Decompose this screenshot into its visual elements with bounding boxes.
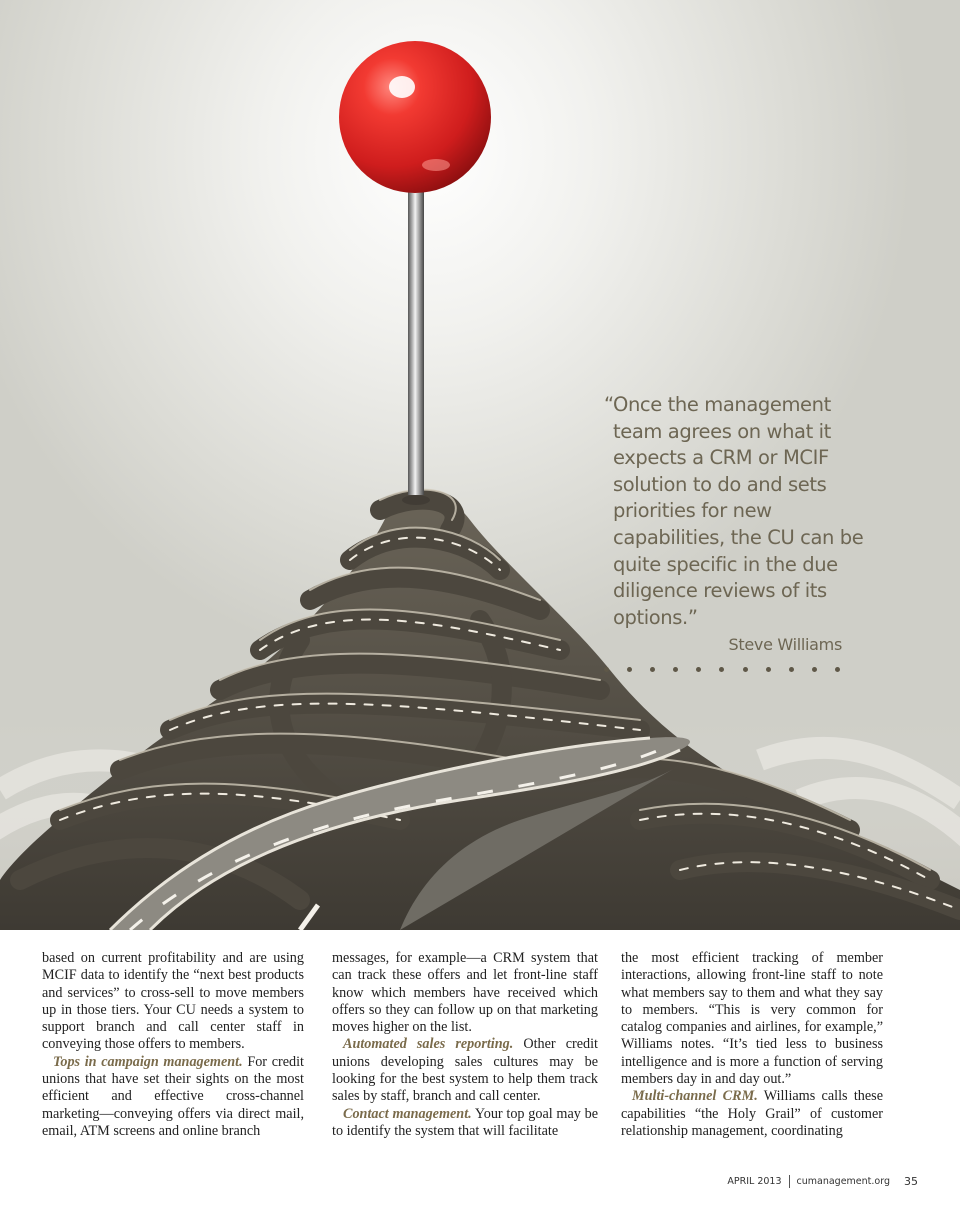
subhead-sales-reporting: Automated sales reporting. (343, 1036, 514, 1053)
footer-date: APRIL 2013 (727, 1176, 782, 1187)
pull-quote-text: “Once the management team agrees on what it expects a CRM or MCIF solution to do and sets priorities for new capabilities, the CU can be quite specific in the due diligence reviews of its options.” (604, 393, 864, 629)
subhead-multichannel-crm: Multi-channel CRM. (632, 1088, 758, 1105)
paragraph: messages, for example—a CRM system that can track these offers and let front-line staff know which members have received which offers so they can follow up on that marketing moves higher on the list. (332, 950, 598, 1036)
paragraph (621, 1088, 883, 1140)
footer-site: cumanagement.org (796, 1176, 890, 1187)
paragraph: the most efficient tracking of member interactions, allowing front-line staff to note what members say to them and what they say to members. “This is very common for catalog companies and airlines, for example,” Williams notes. “It’s tied less to business intelligence and is more a function of serving members day in and day out.” (621, 950, 883, 1088)
page-number: 35 (904, 1175, 918, 1188)
paragraph-text: Your top goal may be to identify the system that will facilitate (332, 1105, 598, 1139)
paragraph (332, 1106, 598, 1141)
article-column-1 (42, 950, 304, 1140)
subhead-campaign-management: Tops in campaign management. (53, 1053, 243, 1070)
paragraph (332, 1036, 598, 1105)
paragraph-text: Williams calls these capabilities “the Holy Grail” of customer relationship management, coordinating (621, 1088, 883, 1139)
footer-separator (789, 1175, 790, 1188)
paragraph (42, 1054, 304, 1140)
subhead-contact-management: Contact management. (343, 1105, 472, 1122)
red-pushpin (339, 41, 491, 505)
article-column-3 (621, 950, 883, 1140)
paragraph-text: Other credit unions developing sales cultures may be looking for the best system to help them track sales by staff, branch and call center. (332, 1036, 598, 1105)
pull-quote-author: Steve Williams (728, 635, 842, 655)
page-footer (727, 1175, 918, 1188)
pull-quote (604, 392, 864, 672)
article-column-2 (332, 950, 598, 1140)
paragraph-text: For credit unions that have set their sights on the most efficient and effective cross-channel marketing—conveying offers via direct mail, email, ATM screens and online branch (42, 1053, 304, 1139)
pull-quote-dot-divider (604, 667, 840, 672)
paragraph: based on current profitability and are using MCIF data to identify the “next best products and services” to cross-sell to move members up in those tiers. Your CU needs a system to support branch and call center staff in conveying those offers to members. (42, 950, 304, 1053)
